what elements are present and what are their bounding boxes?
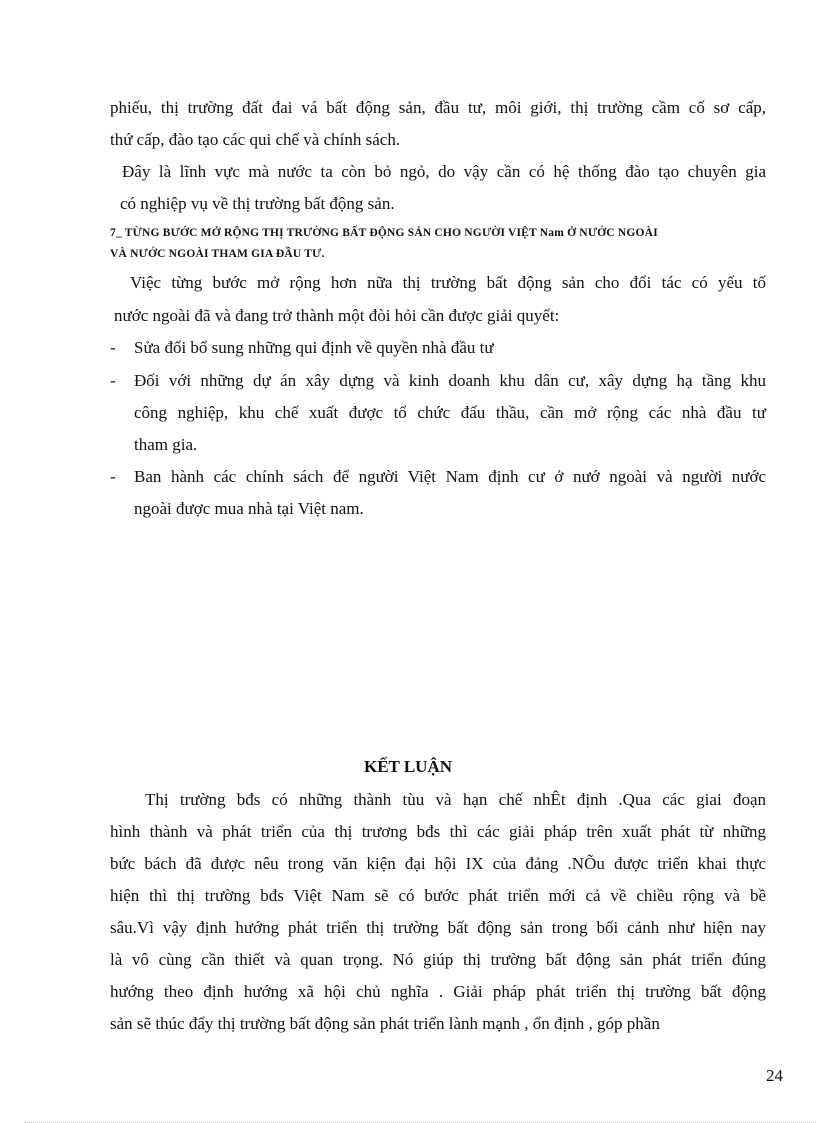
body-line: Đây là lĩnh vực mà nước ta còn bỏ ngỏ, do vậy cần có hệ thống đào tạo chuyên gia xyxy=(122,162,766,181)
bullet-dash: - xyxy=(110,338,116,357)
body-line: phiếu, thị trường đất đai vá bất động sản, đầu tư, môi giới, thị trường cầm cố sơ cấp, xyxy=(110,98,766,117)
bullet-text: Đối với những dự án xây dựng và kinh doanh khu dân cư, xây dựng hạ tầng khu xyxy=(134,371,766,390)
body-line: Thị trường bđs có những thành tùu và hạn chế nhÊt định .Qua các giai đoạn xyxy=(145,790,766,809)
body-line: hiện thì thị trường bđs Việt Nam sẽ có bước phát triển mới cả về chiều rộng và bề xyxy=(110,886,766,905)
body-line: bức bách đã được nêu trong văn kiện đại hội IX của đảng .NÕu được triển khai thực xyxy=(110,854,766,873)
section-heading: 7_ TỪNG BƯỚC MỞ RỘNG THỊ TRƯỜNG BẤT ĐỘNG SẢN CHO NGƯỜI VIỆT Nam Ở NƯỚC NGOÀI xyxy=(110,227,658,239)
conclusion-title: KẾT LUẬN xyxy=(363,757,452,776)
bullet-dash: - xyxy=(110,467,116,486)
bullet-text: tham gia. xyxy=(134,435,198,454)
page-number: 24 xyxy=(766,1066,783,1085)
body-line: nước ngoài đã và đang trở thành một đòi hỏi cần được giải quyết: xyxy=(114,306,560,325)
body-line: là vô cùng cần thiết và quan trọng. Nó giúp thị trường bất động sản phát triển đúng xyxy=(110,950,766,969)
body-line: sản sẽ thúc đẩy thị trường bất động sản phát triển lành mạnh , ổn định , góp phần xyxy=(110,1014,660,1033)
body-line: có nghiệp vụ về thị trường bất động sản. xyxy=(120,194,395,213)
body-line: hướng theo định hướng xã hội chủ nghĩa . Giải pháp phát triển thị trường bất động xyxy=(110,982,766,1001)
bullet-text: công nghiệp, khu chế xuất được tổ chức đấu thầu, cần mở rộng các nhà đầu tư xyxy=(134,403,766,422)
body-line: thứ cấp, đào tạo các qui chế và chính sách. xyxy=(110,130,401,149)
bullet-text: ngoài được mua nhà tại Việt nam. xyxy=(134,499,364,518)
bullet-text: Ban hành các chính sách để người Việt Nam định cư ở nướ ngoài và người nước xyxy=(134,467,766,486)
section-heading: VÀ NƯỚC NGOÀI THAM GIA ĐẦU TƯ. xyxy=(110,248,325,260)
bullet-text: Sửa đổi bổ sung những qui định về quyền nhà đầu tư xyxy=(134,338,494,357)
bullet-dash: - xyxy=(110,371,116,390)
body-line: Việc từng bước mở rộng hơn nữa thị trường bất động sản cho đối tác có yếu tố xyxy=(130,273,766,292)
body-line: hình thành và phát triển của thị trương bđs thì các giải pháp trên xuất phát từ những xyxy=(110,822,766,841)
body-line: sâu.Vì vậy định hướng phát triển thị trường bất động sản trong bối cảnh như hiện nay xyxy=(110,918,766,937)
